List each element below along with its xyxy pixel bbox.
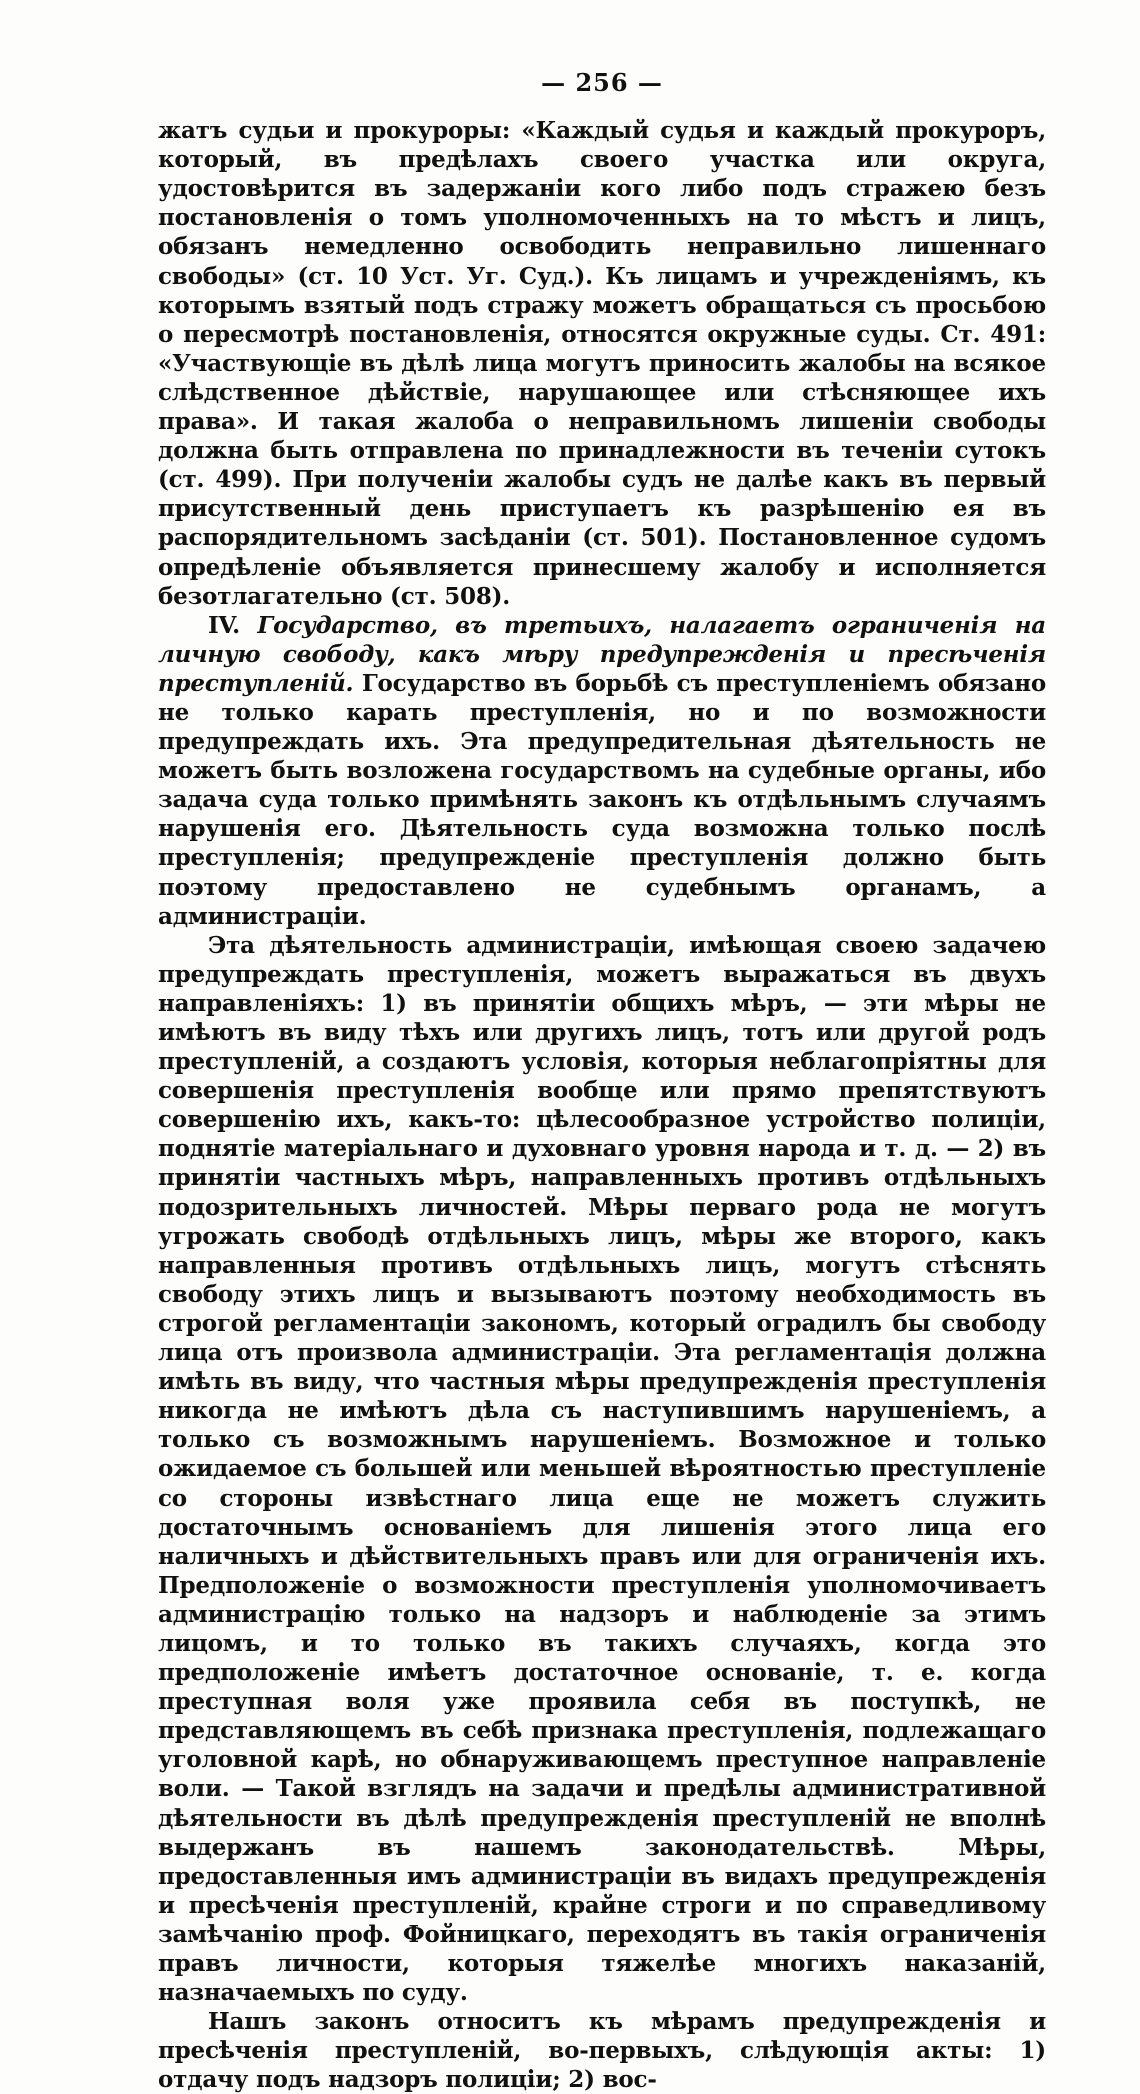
page-number: — 256 —: [541, 68, 663, 97]
paragraph-2: [158, 611, 1046, 931]
paragraph-3: Эта дѣятельность администраціи, имѣющая своею задачею предупреждать преступленія, можетъ выражаться въ двухъ направленіяхъ: 1) въ принятіи общихъ мѣръ, — эти мѣры не имѣютъ въ виду тѣхъ или другихъ лицъ, тотъ или другой родъ преступленій, а создаютъ условія, которыя неблагопріятны для совершенія преступленія вообще или прямо препятствуютъ совершенію ихъ, какъ-то: цѣлесообразное устройство полиціи, поднятіе матеріальнаго и духовнаго уровня народа и т. д. — 2) въ принятіи частныхъ мѣръ, направленныхъ противъ отдѣльныхъ подозрительныхъ личностей. Мѣры перваго рода не могутъ угрожать свободѣ отдѣльныхъ лицъ, мѣры же второго, какъ направленныя противъ отдѣльныхъ лицъ, могутъ стѣснять свободу этихъ лицъ и вызываютъ поэтому необходимость въ строгой регламентаціи закономъ, который оградилъ бы свободу лица отъ произвола администраціи. Эта регламентація должна имѣть въ виду, что частныя мѣры предупрежденія преступленія никогда не имѣютъ дѣла съ наступившимъ нарушеніемъ, а только съ возможнымъ нарушеніемъ. Возможное и только ожидаемое съ большей или меньшей вѣроятностью преступленіе со стороны извѣстнаго лица еще не можетъ служить достаточнымъ основаніемъ для лишенія этого лица его наличныхъ и дѣйствительныхъ правъ или для ограниченія ихъ. Предположеніе о возможности преступленія уполномочиваетъ администрацію только на надзоръ и наблюденіе за этимъ лицомъ, и то только въ такихъ случаяхъ, когда это предположеніе имѣетъ достаточное основаніе, т. е. когда преступная воля уже проявила себя въ поступкѣ, не представляющемъ въ себѣ признака преступленія, подлежащаго уголовной карѣ, но обнаруживающемъ преступное направленіе воли. — Такой взглядъ на задачи и предѣлы административной дѣятельности въ дѣлѣ предупрежденія преступленій не вполнѣ выдержанъ въ нашемъ законодательствѣ. Мѣры, предоставленныя имъ администраціи въ видахъ предупрежденія и пресѣченія преступленій, крайне строги и по справедливому замѣчанію проф. Фойницкаго, переходятъ въ такія ограниченія правъ личности, которыя тяжелѣе многихъ наказаній, назначаемыхъ по суду.: [158, 931, 1046, 2007]
italic-thesis: Государство, въ третьихъ, налагаетъ ограниченія на личную свободу, какъ мѣру предупрежденія и пресѣченія преступленій.: [158, 611, 1047, 697]
document-page: [158, 68, 1046, 2094]
section-numeral: IV.: [208, 611, 240, 639]
paragraph-2-body: Государство въ борьбѣ съ преступленіемъ обязано не только карать преступленія, но и по возможности предупреждать ихъ. Эта предупредительная дѣятельность не можетъ быть возложена государствомъ на судебные органы, ибо задача суда только примѣнять законъ къ отдѣльнымъ случаямъ нарушенія его. Дѣятельность суда возможна только послѣ преступленія; предупрежденіе преступленія должно быть поэтому предоставлено не судебнымъ органамъ, а администраціи.: [158, 669, 1047, 930]
paragraph-1: жатъ судьи и прокуроры: «Каждый судья и каждый прокуроръ, который, въ предѣлахъ своего участка или округа, удостовѣрится въ задержаніи кого либо подъ стражею безъ постановленія о томъ уполномоченныхъ на то мѣстъ и лицъ, обязанъ немедленно освободить неправильно лишеннаго свободы» (ст. 10 Уст. Уг. Суд.). Къ лицамъ и учрежденіямъ, къ которымъ взятый подъ стражу можетъ обращаться съ просьбою о пересмотрѣ постановленія, относятся окружные суды. Ст. 491: «Участвующіе въ дѣлѣ лица могутъ приносить жалобы на всякое слѣдственное дѣйствіе, нарушающее или стѣсняющее ихъ права». И такая жалоба о неправильномъ лишеніи свободы должна быть отправлена по принадлежности въ теченіи сутокъ (ст. 499). При полученіи жалобы судъ не далѣе какъ въ первый присутственный день приступаетъ къ разрѣшенію ея въ распорядительномъ засѣданіи (ст. 501). Постановленное судомъ опредѣленіе объявляется принесшему жалобу и исполняется безотлагательно (ст. 508).: [158, 117, 1046, 610]
paragraph-4: Нашъ законъ относитъ къ мѣрамъ предупрежденія и пресѣченія преступленій, во-первыхъ, слѣдующія акты: 1) отдачу подъ надзоръ полиціи; 2) вос-: [158, 2008, 1046, 2094]
